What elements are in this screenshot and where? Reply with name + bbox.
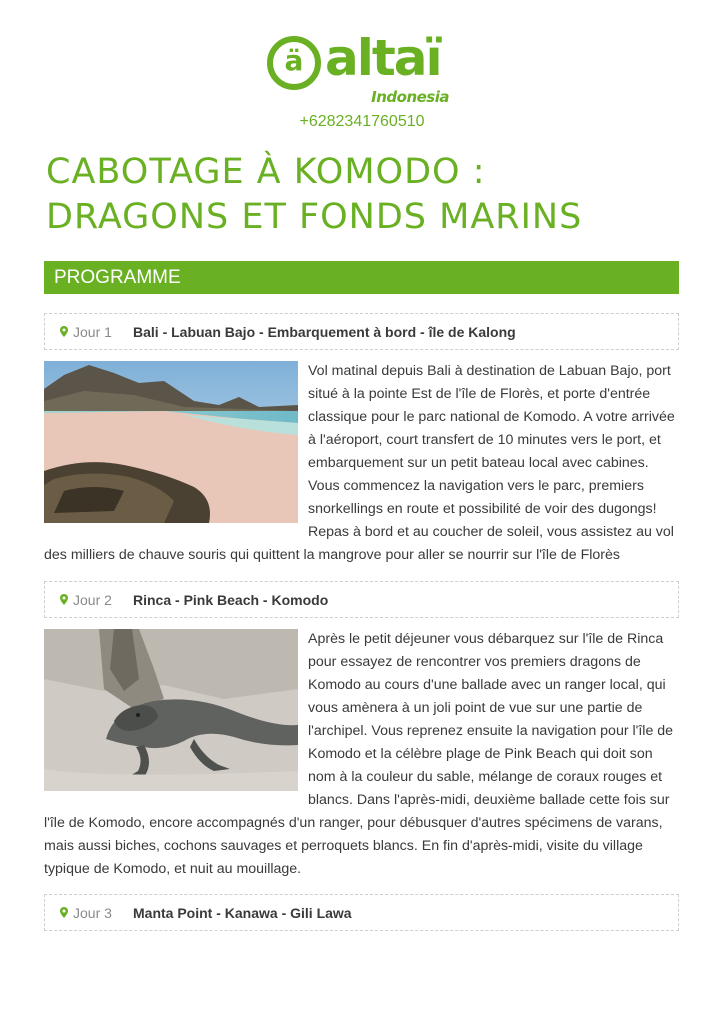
day-row-2 xyxy=(44,581,679,618)
day-title: Manta Point - Kanawa - Gili Lawa xyxy=(133,904,352,921)
day-label: Jour 3 xyxy=(73,904,112,921)
day-1-content xyxy=(44,360,680,567)
day-2-content xyxy=(44,628,680,881)
page-title xyxy=(46,150,686,240)
day-description: Après le petit déjeuner vous débarquez sur l'île de Rinca pour essayez de rencontrer vos premiers dragons de Komodo au cours d'une ballade avec un ranger local, qui vous amènera à un joli point de vue sur une partie de l'archipel. Vous reprenez ensuite la navigation pour l'île de Komodo et la célèbre plage de Pink Beach qui doit son nom à la couleur du sable, mélange de coraux rouges et blancs. Dans l'après-midi, deuxième ballade cette fois sur l'île de Komodo, encore accompagnés d'un ranger, pour débusquer d'autres spécimens de varans, mais aussi biches, cochons sauvages et perroquets blancs. En fin d'après-midi, visite du village typique de Komodo, et nuit au mouillage. xyxy=(44,631,674,877)
day-title: Rinca - Pink Beach - Komodo xyxy=(133,591,329,608)
day-title: Bali - Labuan Bajo - Embarquement à bord - île de Kalong xyxy=(133,323,516,340)
header xyxy=(0,29,724,110)
map-pin-icon xyxy=(57,594,71,605)
day-label: Jour 1 xyxy=(73,323,112,340)
logo-subtitle: Indonesia xyxy=(371,88,449,106)
title-line-1: CABOTAGE À KOMODO : xyxy=(46,152,486,192)
komodo-dragon-photo xyxy=(44,629,298,791)
day-description: Vol matinal depuis Bali à destination de Labuan Bajo, port situé à la pointe Est de l'île de Florès, et porte d'entrée classique pour le parc national de Komodo. A votre arrivée à l'aéroport, court transfert de 10 minutes vers le port, et embarquement sur un petit bateau local avec cabines. Vous commencez la navigation vers le parc, premiers snorkellings en route et possibilité de voir des dugongs! Repas à bord et au coucher de soleil, vous assistez au vol des milliers de chauve souris qui quittent la mangrove pour aller se nourrir sur l'île de Florès xyxy=(44,363,675,563)
day-label: Jour 2 xyxy=(73,591,112,608)
phone-number[interactable]: +6282341760510 xyxy=(299,113,425,130)
section-header-programme: PROGRAMME xyxy=(44,261,679,294)
altai-logo xyxy=(267,29,457,110)
map-pin-icon xyxy=(57,907,71,918)
beach-photo xyxy=(44,361,298,523)
map-pin-icon xyxy=(57,326,71,337)
day-row-1 xyxy=(44,313,679,350)
title-line-2: DRAGONS ET FONDS MARINS xyxy=(46,197,583,237)
day-row-3 xyxy=(44,894,679,931)
logo-mark: ä xyxy=(284,44,304,77)
logo-word: altaï xyxy=(325,29,441,87)
